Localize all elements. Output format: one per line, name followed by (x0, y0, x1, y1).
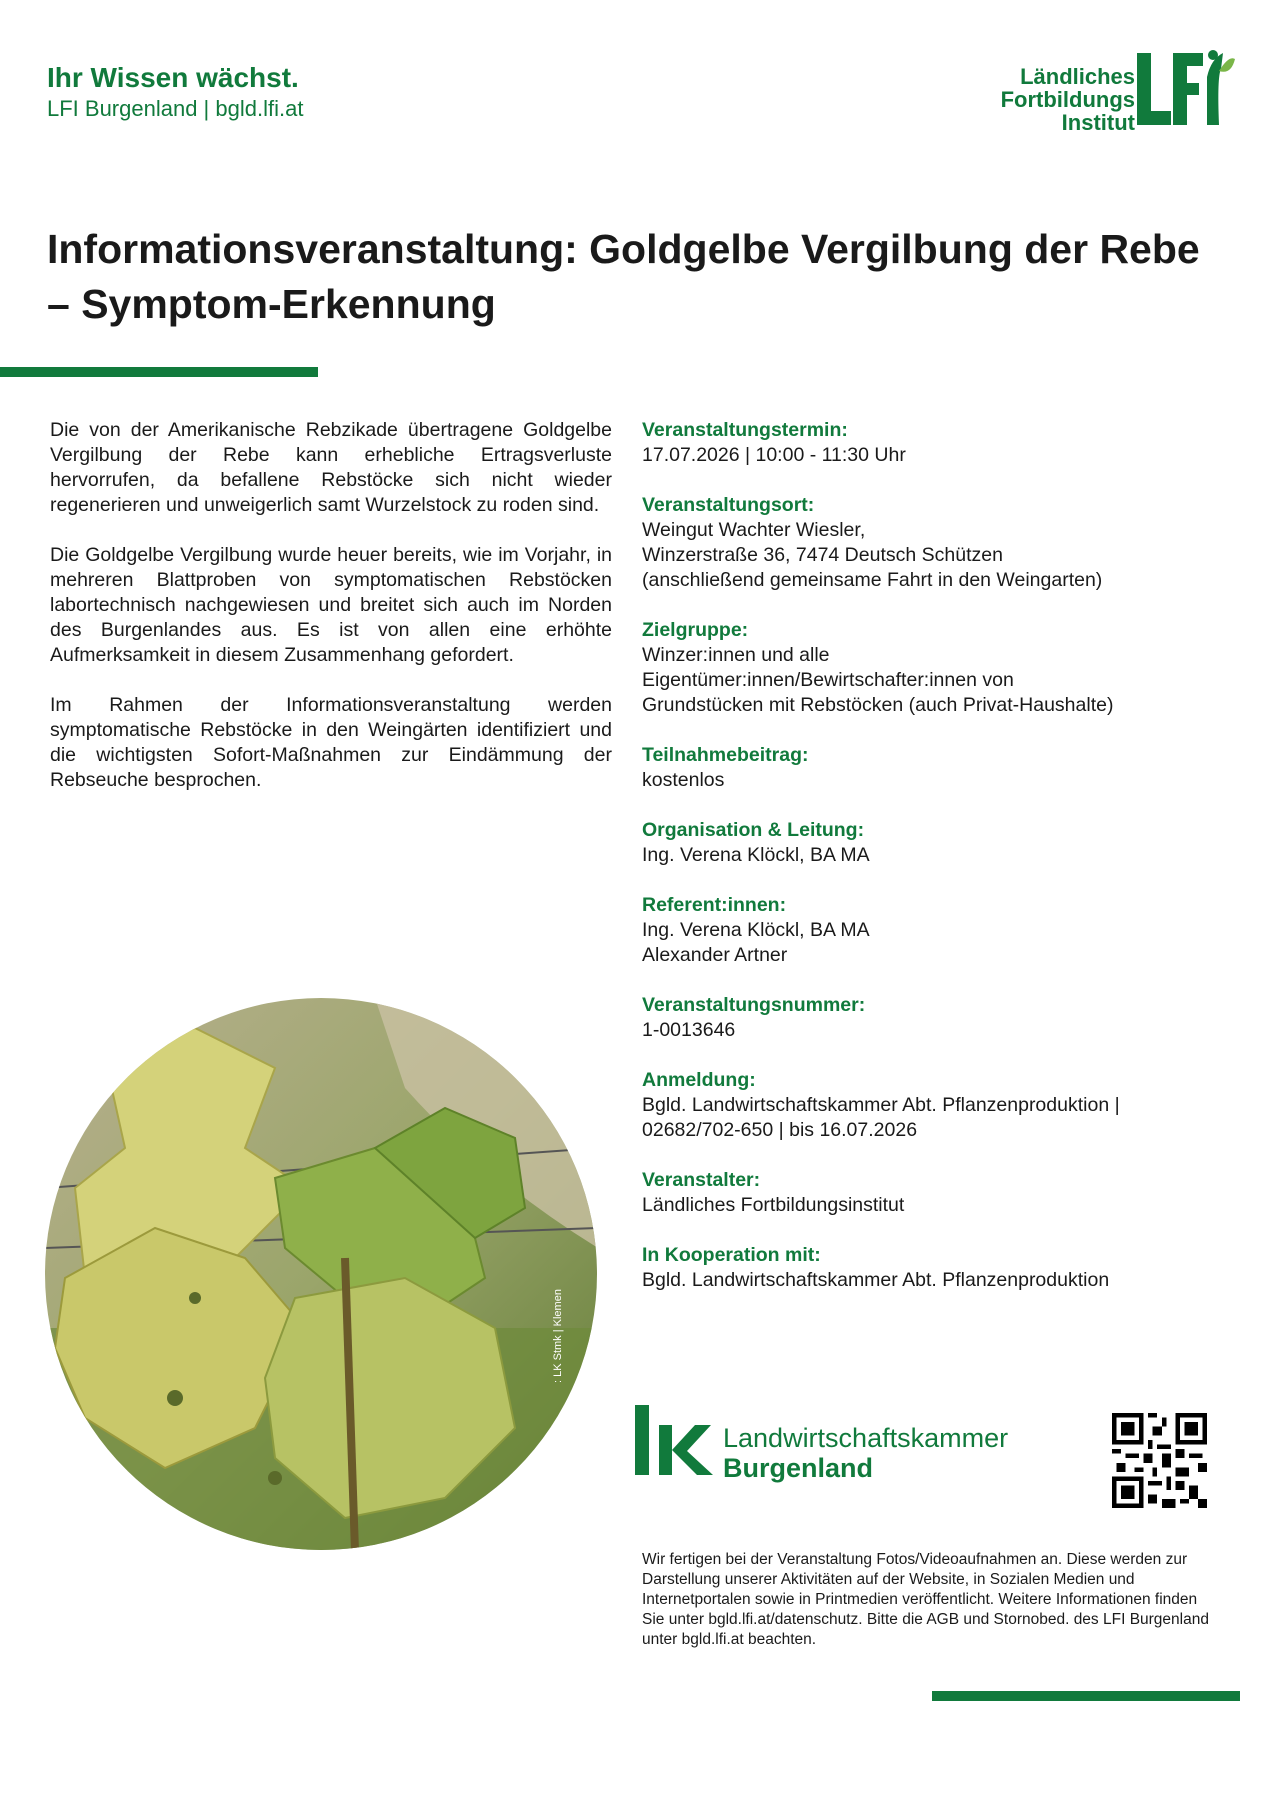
logo-line: Ländliches (1020, 64, 1135, 89)
divider-bar-top (0, 367, 318, 377)
event-details (642, 418, 1202, 1318)
logo-line: Institut (1061, 110, 1135, 135)
info-value: Ländliches Fortbildungsinstitut (642, 1194, 905, 1216)
info-label: In Kooperation mit: (642, 1244, 821, 1266)
info-location (642, 493, 1202, 593)
info-organisation (642, 818, 1202, 868)
lfi-logo (905, 45, 1235, 135)
info-label: Teilnahmebeitrag: (642, 744, 809, 766)
info-value: 17.07.2026 | 10:00 - 11:30 Uhr (642, 444, 906, 466)
lk-line1: Landwirtschaftskammer (723, 1423, 1009, 1453)
qr-code-icon[interactable] (1112, 1413, 1207, 1508)
photo-credit: : LK Stmk | Klemen (552, 1289, 564, 1383)
description-paragraph: Im Rahmen der Informationsveranstaltung werden symptomatische Rebstöcke in den Weingärten identifiziert und die wichtigsten Sofort-Maßnahmen zur Eindämmung der Rebseuche besprochen. (50, 694, 612, 791)
info-value: Bgld. Landwirtschaftskammer Abt. Pflanzenproduktion | (642, 1094, 1120, 1116)
info-value: Ing. Verena Klöckl, BA MA (642, 844, 870, 866)
info-event-number (642, 993, 1202, 1043)
privacy-disclaimer: Wir fertigen bei der Veranstaltung Fotos/Videoaufnahmen an. Diese werden zur Darstellung unserer Aktivitäten auf der Website, in Sozialen Medien und Internetportalen sowie in Printmedien veröffentlicht. Weitere Informationen finden Sie unter bgld.lfi.at/datenschutz. Bitte die AGB und Stornobed. des LFI Burgenland unter bgld.lfi.at beachten. (642, 1551, 1209, 1648)
info-date (642, 418, 1202, 468)
info-cooperation (642, 1243, 1202, 1293)
logo-line: Fortbildungs (1000, 87, 1135, 112)
lk-logo-icon (635, 1395, 1020, 1485)
info-label: Zielgruppe: (642, 619, 749, 641)
info-value: Bgld. Landwirtschaftskammer Abt. Pflanzenproduktion (642, 1269, 1110, 1291)
page-title: Informationsveranstaltung: Goldgelbe Vergilbung der Rebe – Symptom-Erkennung (47, 226, 1200, 327)
info-value: kostenlos (642, 769, 725, 791)
info-value: Alexander Artner (642, 944, 788, 966)
info-label: Anmeldung: (642, 1069, 756, 1091)
description-paragraph: Die Goldgelbe Vergilbung wurde heuer bereits, wie im Vorjahr, in mehreren Blattproben von symptomatischen Rebstöcken labortechnisch nachgewiesen und breitet sich auch im Norden des Burgenlandes aus. Es ist von allen eine erhöhte Aufmerksamkeit in diesem Zusammenhang gefordert. (50, 544, 612, 666)
event-description (50, 418, 612, 818)
description-paragraph: Die von der Amerikanische Rebzikade übertragene Goldgelbe Vergilbung der Rebe kann erhebliche Ertragsverluste hervorrufen, da befallene Rebstöcke sich nicht wieder regenerieren und unweigerlich samt Wurzelstock zu roden sind. (50, 419, 612, 516)
website-subline: LFI Burgenland | bgld.lfi.at (47, 96, 304, 121)
info-label: Veranstaltungsnummer: (642, 994, 866, 1016)
info-speakers (642, 893, 1202, 968)
info-registration (642, 1068, 1202, 1143)
info-label: Referent:innen: (642, 894, 787, 916)
info-value: Weingut Wachter Wiesler, (642, 519, 866, 541)
info-organizer (642, 1168, 1202, 1218)
info-value: Grundstücken mit Rebstöcken (auch Privat-Haushalte) (642, 694, 1114, 716)
lk-line2: Burgenland (723, 1453, 874, 1483)
info-value: Winzer:innen und alle (642, 644, 830, 666)
info-fee (642, 743, 1202, 793)
lfi-letters-icon (1135, 45, 1235, 135)
grapevine-leaves-photo (45, 998, 598, 1551)
info-label: Veranstaltungsort: (642, 494, 815, 516)
slogan: Ihr Wissen wächst. (47, 62, 299, 93)
info-label: Organisation & Leitung: (642, 819, 865, 841)
info-value: Eigentümer:innen/Bewirtschafter:innen von (642, 669, 1014, 691)
info-value: Ing. Verena Klöckl, BA MA (642, 919, 870, 941)
info-value: 1-0013646 (642, 1019, 736, 1041)
info-value: 02682/702-650 | bis 16.07.2026 (642, 1119, 918, 1141)
lfi-logo-text (1001, 65, 1135, 134)
divider-bar-bottom (932, 1691, 1240, 1701)
info-label: Veranstalter: (642, 1169, 761, 1191)
info-target-group (642, 618, 1202, 718)
info-value: Winzerstraße 36, 7474 Deutsch Schützen (642, 544, 1003, 566)
info-value: (anschließend gemeinsame Fahrt in den Weingarten) (642, 569, 1103, 591)
landwirtschaftskammer-logo (635, 1395, 1020, 1485)
info-label: Veranstaltungstermin: (642, 419, 848, 441)
